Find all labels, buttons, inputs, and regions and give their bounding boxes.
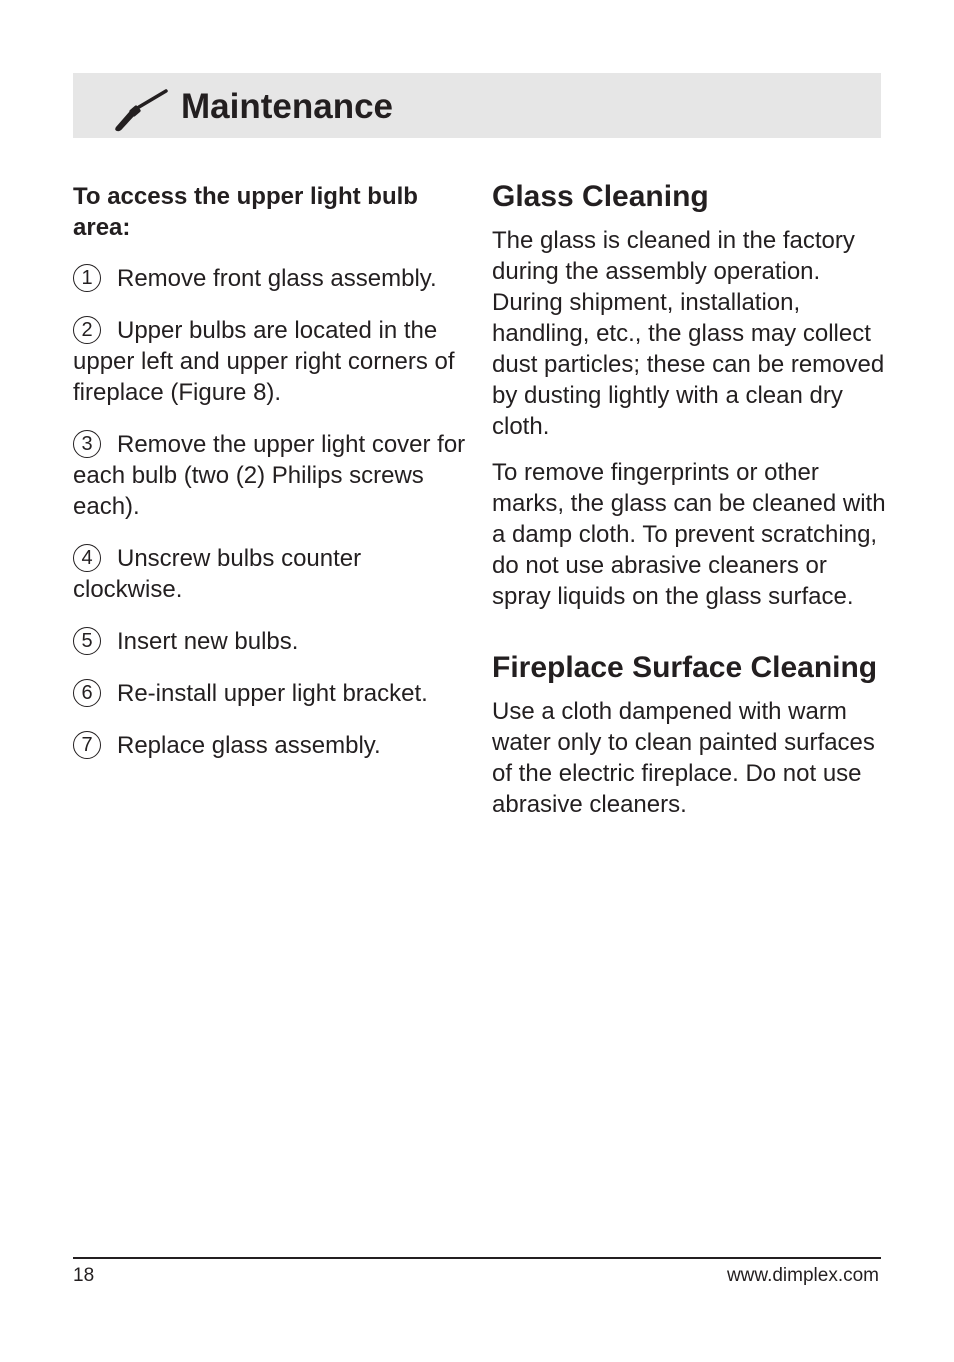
- glass-cleaning-paragraph: To remove fingerprints or other marks, the glass can be cleaned with a damp cloth. To prevent scratching, do not use abrasive cleaners or spray liquids on the glass surface.: [492, 459, 886, 610]
- page-number: 18: [73, 1265, 95, 1286]
- step-number-badge: 4: [73, 544, 101, 572]
- screwdriver-icon: [113, 89, 169, 133]
- cleaning-column: [492, 178, 887, 835]
- step-number-badge: 5: [73, 627, 101, 655]
- step-number-badge: 6: [73, 679, 101, 707]
- step-text: Remove front glass assembly.: [117, 265, 437, 292]
- footer-divider: [73, 1257, 881, 1259]
- bulb-access-column: [73, 181, 468, 782]
- surface-cleaning-heading: Fireplace Surface Cleaning: [492, 651, 878, 684]
- step-item: [73, 678, 468, 709]
- step-text: Upper bulbs are located in the upper left and upper right corners of fireplace (Figure 8).: [73, 317, 455, 406]
- step-text: Insert new bulbs.: [117, 628, 299, 655]
- step-item: [73, 315, 468, 408]
- step-item: [73, 263, 468, 294]
- step-text: Replace glass assembly.: [117, 732, 381, 759]
- glass-cleaning-heading: Glass Cleaning: [492, 180, 709, 213]
- page-title: Maintenance: [181, 87, 393, 126]
- step-text: Re-install upper light bracket.: [117, 680, 428, 707]
- step-item: [73, 626, 468, 657]
- step-number-badge: 1: [73, 264, 101, 292]
- step-item: [73, 730, 468, 761]
- step-number-badge: 3: [73, 430, 101, 458]
- footer-website: www.dimplex.com: [726, 1265, 879, 1286]
- bulb-access-heading: To access the upper light bulb area:: [73, 183, 418, 241]
- surface-cleaning-paragraph: Use a cloth dampened with warm water only to clean painted surfaces of the electric fireplace. Do not use abrasive cleaners.: [492, 698, 875, 818]
- step-number-badge: 2: [73, 316, 101, 344]
- step-text: Unscrew bulbs counter clockwise.: [73, 545, 362, 603]
- step-number-badge: 7: [73, 731, 101, 759]
- section-spacer: [492, 627, 887, 649]
- section-header: [73, 73, 881, 138]
- glass-cleaning-paragraph: The glass is cleaned in the factory during the assembly operation. During shipment, installation, handling, etc., the glass may collect dust particles; these can be removed by dusting lightly with a clean dry cloth.: [492, 227, 885, 440]
- step-item: [73, 429, 468, 522]
- step-item: [73, 543, 468, 605]
- step-text: Remove the upper light cover for each bulb (two (2) Philips screws each).: [73, 431, 466, 520]
